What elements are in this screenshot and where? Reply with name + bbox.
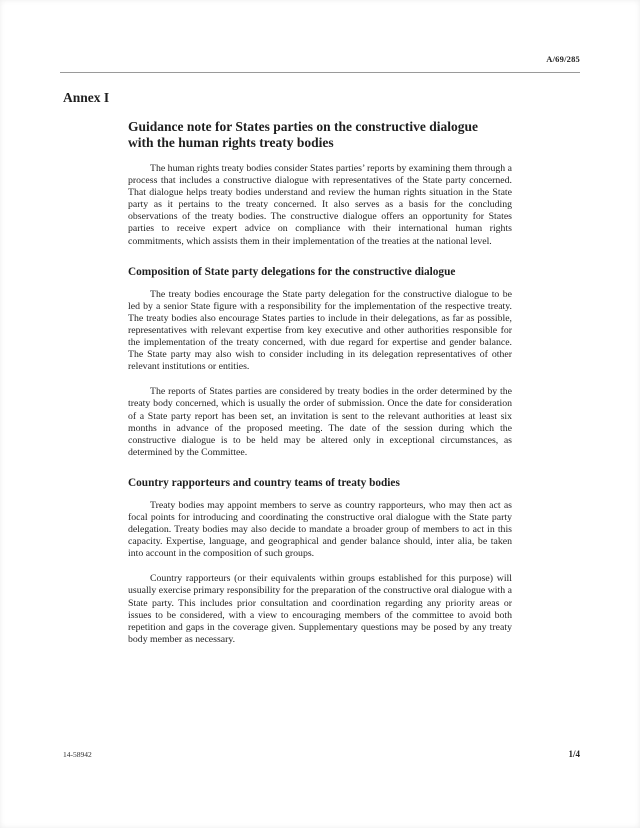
document-title: Guidance note for States parties on the constructive dialogue with the human rights treaty bodies <box>128 119 478 150</box>
body-paragraph: Country rapporteurs (or their equivalents within groups established for this purpose) will usually exercise primary responsibility for the preparation of the constructive oral dialogue with a State party. This includes prior consultation and coordination regarding any priority areas or issues to be considered, with a view to encouraging members of the committee to avoid both repetition and gaps in the coverage given. Supplementary questions may be posed by any treaty body member as necessary. <box>128 573 512 645</box>
page-footer <box>63 749 580 759</box>
page-header <box>60 54 580 64</box>
footer-doc-number: 14-58942 <box>63 750 92 759</box>
body-paragraph: Treaty bodies may appoint members to serve as country rapporteurs, who may then act as focal points for introducing and coordinating the constructive oral dialogue with the State party delegation. Treaty bodies may also decide to mandate a broader group of members to act in this capacity. Expertise, language, and geographical and gender balance should, inter alia, be taken into account in the composition of such groups. <box>128 499 512 560</box>
header-divider <box>60 72 580 73</box>
doc-symbol: A/69/285 <box>546 54 580 64</box>
section-heading-rapporteurs: Country rapporteurs and country teams of treaty bodies <box>128 476 400 489</box>
body-paragraph: The treaty bodies encourage the State party delegation for the constructive dialogue to be led by a senior State figure with a responsibility for the implementation of the respective treaty. The treaty bodies also encourage States parties to include in their delegations, as far as possible, representatives with relevant expertise from key executive and other authorities responsible for the implementation of the treaty concerned, with due regard for expertise and gender balance. The State party may also wish to consider including in its delegation representatives of other relevant institutions or entities. <box>128 288 512 373</box>
section-heading-composition: Composition of State party delegations for the constructive dialogue <box>128 265 456 278</box>
body-paragraph: The reports of States parties are considered by treaty bodies in the order determined by the treaty body concerned, which is usually the order of submission. Once the date for consideration of a State party report has been set, an invitation is sent to the relevant authorities at least six months in advance of the proposed meeting. The date of the session during which the constructive dialogue is to be held may be altered only in exceptional circumstances, as determined by the Committee. <box>128 386 512 458</box>
intro-paragraph: The human rights treaty bodies consider States parties’ reports by examining them through a process that includes a constructive dialogue with representatives of the State party concerned. That dialogue helps treaty bodies understand and review the human rights situation in the State party as it pertains to the treaty concerned. It also serves as a basis for the concluding observations of the treaty bodies. The constructive dialogue offers an opportunity for States parties to receive expert advice on compliance with their international human rights commitments, which assists them in their implementation of the treaties at the national level. <box>128 163 512 247</box>
document-body <box>128 119 512 646</box>
footer-page-number: 1/4 <box>568 749 580 759</box>
annex-label: Annex I <box>63 90 110 105</box>
